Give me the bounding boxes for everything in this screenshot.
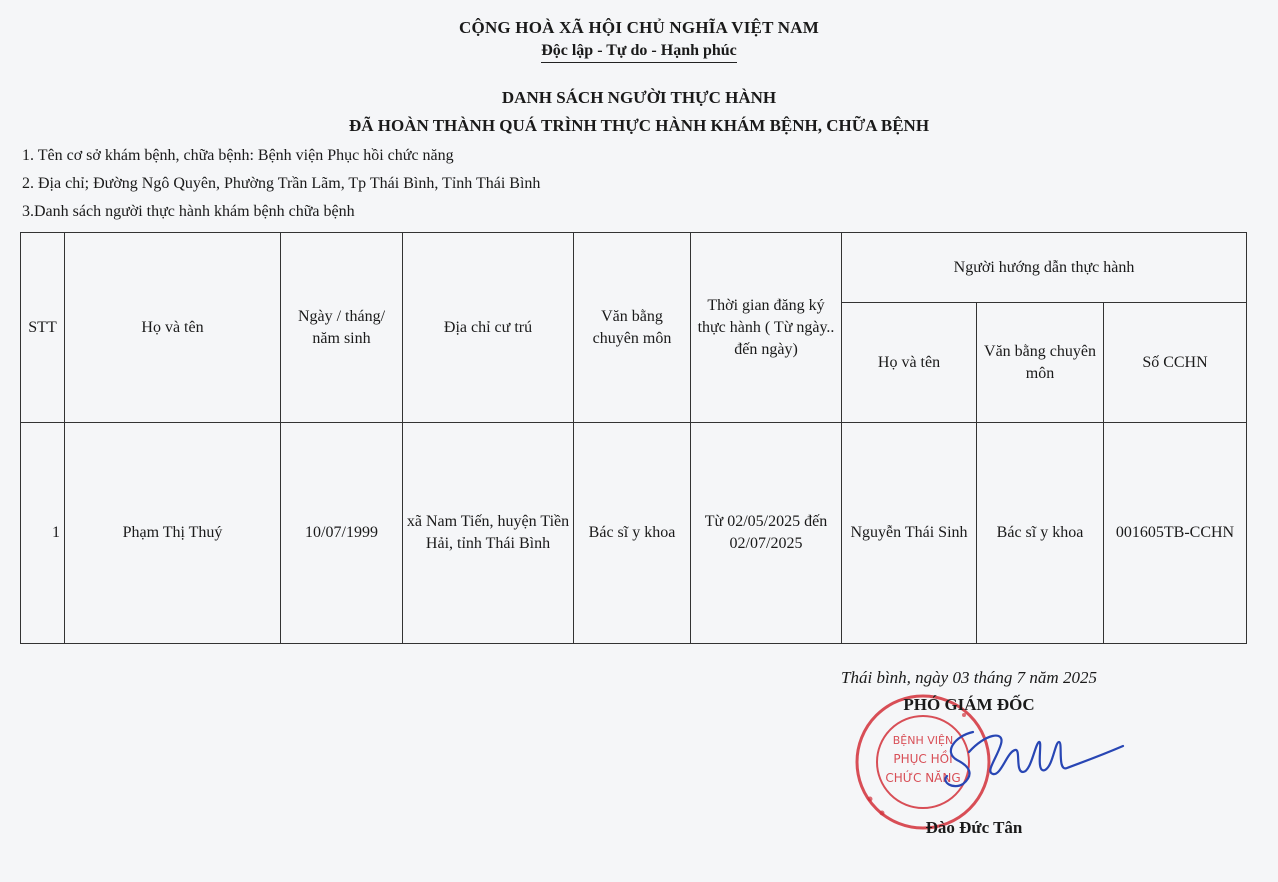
date-line: Thái bình, ngày 03 tháng 7 năm 2025 [841,668,1097,687]
header-supervisor-cert: Số CCHN [1104,303,1247,423]
signer-position: PHÓ GIÁM ĐỐC [903,695,1035,714]
list-heading-line: 3.Danh sách người thực hành khám bệnh chữa bệnh [22,203,355,220]
document-title-line2: ĐÃ HOÀN THÀNH QUÁ TRÌNH THỰC HÀNH KHÁM BỆNH, CHỮA BỆNH [348,116,930,135]
handwritten-signature [935,722,1130,792]
stamp-line3: CHỨC NĂNG [885,771,961,785]
national-title: CỘNG HOÀ XÃ HỘI CHỦ NGHĨA VIỆT NAM [459,18,819,37]
cell-stt: 1 [21,423,65,644]
header-degree: Văn bằng chuyên môn [574,233,691,423]
address-line: 2. Địa chỉ; Đường Ngô Quyên, Phường Trần Lãm, Tp Thái Bình, Tỉnh Thái Bình [22,175,541,192]
header-name: Họ và tên [65,233,281,423]
header-supervisor-degree: Văn bằng chuyên môn [977,303,1104,423]
cell-address: xã Nam Tiến, huyện Tiền Hải, tỉnh Thái Bình [403,423,574,644]
header-dob: Ngày / tháng/ năm sinh [281,233,403,423]
facility-name-line: 1. Tên cơ sở khám bệnh, chữa bệnh: Bệnh viện Phục hồi chức năng [22,147,454,164]
header-address: Địa chỉ cư trú [403,233,574,423]
header-period: Thời gian đăng ký thực hành ( Từ ngày.. đến ngày) [691,233,842,423]
cell-name: Phạm Thị Thuý [65,423,281,644]
cell-supervisor-name: Nguyễn Thái Sinh [842,423,977,644]
header-supervisor-name: Họ và tên [842,303,977,423]
cell-supervisor-degree: Bác sĩ y khoa [977,423,1104,644]
cell-supervisor-cert: 001605TB-CCHN [1104,423,1247,644]
signer-name: Đào Đức Tân [925,818,1023,837]
national-motto [0,42,1278,60]
cell-period: Từ 02/05/2025 đến 02/07/2025 [691,423,842,644]
header-stt: STT [21,233,65,423]
cell-degree: Bác sĩ y khoa [574,423,691,644]
header-supervisor-group: Người hướng dẫn thực hành [842,233,1247,303]
document-title-line1: DANH SÁCH NGƯỜI THỰC HÀNH [501,88,777,107]
cell-dob: 10/07/1999 [281,423,403,644]
motto-text: Độc lập - Tự do - Hạnh phúc [541,42,737,63]
practitioner-table [20,232,1247,644]
table-row [21,423,1247,644]
stamp-line1: BỆNH VIỆN [892,734,954,747]
stamp-line2: PHỤC HỒI [893,752,953,766]
